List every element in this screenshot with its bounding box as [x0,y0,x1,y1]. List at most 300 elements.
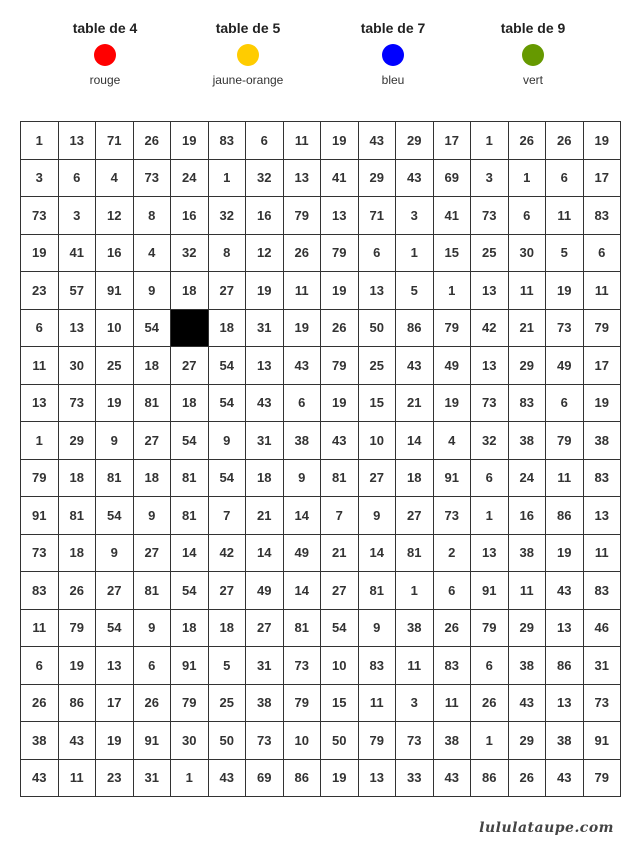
grid-cell[interactable]: 41 [321,160,359,198]
grid-cell[interactable]: 3 [59,197,97,235]
grid-cell[interactable]: 3 [471,160,509,198]
grid-cell[interactable]: 43 [359,122,397,160]
grid-cell[interactable]: 38 [21,722,59,760]
grid-cell[interactable]: 71 [359,197,397,235]
grid-cell[interactable]: 16 [171,197,209,235]
grid-cell[interactable]: 5 [209,647,247,685]
grid-cell[interactable]: 18 [59,460,97,498]
grid-cell[interactable]: 18 [171,385,209,423]
grid-cell[interactable]: 14 [396,422,434,460]
grid-cell[interactable]: 11 [584,535,622,573]
grid-cell[interactable]: 10 [96,310,134,348]
grid-cell[interactable]: 18 [209,610,247,648]
grid-cell[interactable]: 24 [509,460,547,498]
grid-cell[interactable]: 43 [59,722,97,760]
grid-cell[interactable]: 29 [59,422,97,460]
grid-cell[interactable]: 26 [134,122,172,160]
green-dot-icon [522,44,544,66]
grid-cell[interactable]: 1 [396,572,434,610]
grid-cell[interactable]: 6 [471,460,509,498]
grid-cell[interactable]: 6 [21,647,59,685]
grid-cell[interactable]: 73 [434,497,472,535]
grid-cell[interactable]: 79 [359,722,397,760]
legend-label: vert [522,73,543,87]
grid-cell[interactable]: 19 [546,535,584,573]
grid-cell[interactable]: 25 [471,235,509,273]
grid-cell[interactable]: 1 [471,122,509,160]
grid-cell[interactable]: 10 [284,722,322,760]
grid-cell[interactable]: 54 [96,497,134,535]
grid-cell[interactable]: 38 [284,422,322,460]
grid-cell[interactable]: 18 [171,272,209,310]
grid-cell[interactable]: 24 [171,160,209,198]
grid-cell[interactable]: 13 [284,160,322,198]
grid-cell[interactable]: 19 [59,647,97,685]
grid-cell[interactable]: 17 [434,122,472,160]
grid-cell[interactable]: 83 [509,385,547,423]
grid-cell[interactable]: 31 [584,647,622,685]
grid-cell[interactable]: 13 [96,647,134,685]
grid-cell[interactable]: 81 [171,460,209,498]
grid-cell[interactable]: 73 [59,385,97,423]
grid-cell[interactable]: 18 [59,535,97,573]
grid-cell[interactable]: 13 [546,685,584,723]
grid-cell[interactable]: 79 [434,310,472,348]
grid-cell[interactable]: 91 [471,572,509,610]
brand-watermark: lululataupe.com [479,820,614,836]
grid-cell[interactable]: 29 [509,347,547,385]
grid-cell[interactable]: 12 [96,197,134,235]
grid-cell[interactable]: 27 [171,347,209,385]
grid-cell[interactable]: 6 [21,310,59,348]
grid-cell[interactable]: 19 [434,385,472,423]
grid-cell[interactable]: 31 [246,310,284,348]
grid-cell[interactable]: 54 [209,460,247,498]
grid-cell[interactable]: 26 [321,310,359,348]
grid-cell[interactable]: 73 [21,197,59,235]
grid-cell[interactable]: 12 [246,235,284,273]
grid-cell[interactable]: 23 [96,760,134,798]
grid-cell[interactable]: 43 [21,760,59,798]
grid-cell[interactable]: 13 [59,310,97,348]
grid-cell[interactable]: 83 [584,197,622,235]
grid-cell[interactable]: 9 [96,422,134,460]
grid-cell[interactable]: 29 [359,160,397,198]
grid-cell[interactable]: 86 [59,685,97,723]
grid-cell[interactable]: 13 [321,197,359,235]
grid-cell[interactable]: 31 [134,760,172,798]
grid-cell[interactable]: 79 [584,760,622,798]
grid-cell[interactable]: 11 [59,760,97,798]
grid-cell[interactable]: 19 [584,385,622,423]
grid-cell[interactable]: 16 [509,497,547,535]
grid-cell[interactable]: 18 [134,460,172,498]
grid-cell[interactable]: 27 [134,535,172,573]
grid-cell[interactable]: 54 [96,610,134,648]
grid-cell[interactable]: 27 [134,422,172,460]
grid-cell[interactable]: 11 [21,347,59,385]
grid-cell[interactable]: 38 [396,610,434,648]
grid-cell[interactable]: 27 [209,272,247,310]
grid-cell[interactable]: 81 [396,535,434,573]
grid-cell[interactable]: 38 [546,722,584,760]
grid-cell[interactable]: 13 [246,347,284,385]
grid-cell[interactable]: 6 [284,385,322,423]
legend-label: rouge [89,73,121,87]
grid-cell[interactable]: 91 [584,722,622,760]
grid-cell[interactable]: 6 [471,647,509,685]
grid-cell[interactable]: 4 [96,160,134,198]
grid-cell[interactable]: 43 [546,760,584,798]
grid-cell[interactable]: 57 [59,272,97,310]
grid-cell[interactable]: 49 [284,535,322,573]
grid-cell[interactable]: 73 [21,535,59,573]
grid-cell[interactable]: 91 [96,272,134,310]
grid-cell[interactable]: 14 [284,572,322,610]
grid-cell[interactable]: 19 [321,272,359,310]
grid-cell[interactable]: 43 [396,160,434,198]
grid-cell[interactable]: 81 [96,460,134,498]
grid-cell[interactable]: 73 [134,160,172,198]
grid-cell[interactable]: 15 [359,385,397,423]
grid-cell[interactable]: 10 [321,647,359,685]
grid-cell[interactable]: 11 [434,685,472,723]
grid-cell[interactable]: 86 [546,497,584,535]
grid-cell[interactable]: 41 [59,235,97,273]
grid-cell[interactable]: 11 [584,272,622,310]
grid-cell[interactable]: 11 [284,272,322,310]
grid-cell[interactable]: 29 [509,610,547,648]
grid-cell[interactable]: 86 [284,760,322,798]
grid-cell[interactable]: 73 [246,722,284,760]
grid-cell[interactable]: 25 [96,347,134,385]
grid-cell[interactable]: 27 [321,572,359,610]
grid-cell[interactable]: 38 [509,535,547,573]
grid-cell[interactable]: 25 [209,685,247,723]
grid-cell[interactable]: 18 [246,460,284,498]
grid-cell[interactable]: 43 [321,422,359,460]
grid-cell[interactable]: 38 [246,685,284,723]
grid-cell[interactable]: 19 [21,235,59,273]
grid-cell[interactable]: 69 [434,160,472,198]
grid-cell[interactable]: 9 [96,535,134,573]
grid-cell[interactable]: 9 [134,610,172,648]
grid-cell[interactable]: 79 [284,685,322,723]
grid-cell[interactable]: 83 [584,460,622,498]
grid-cell[interactable]: 31 [246,647,284,685]
grid-cell[interactable]: 79 [171,685,209,723]
grid-cell[interactable]: 13 [471,535,509,573]
grid-cell[interactable]: 9 [284,460,322,498]
grid-cell[interactable]: 54 [321,610,359,648]
grid-cell[interactable]: 43 [284,347,322,385]
grid-cell[interactable]: 86 [471,760,509,798]
grid-cell[interactable]: 2 [434,535,472,573]
grid-cell[interactable]: 79 [546,422,584,460]
grid-cell[interactable]: 6 [509,197,547,235]
grid-cell[interactable]: 9 [359,610,397,648]
grid-cell[interactable]: 32 [471,422,509,460]
grid-cell[interactable]: 13 [21,385,59,423]
grid-cell[interactable]: 86 [546,647,584,685]
grid-cell[interactable]: 54 [134,310,172,348]
number-grid [20,121,621,797]
grid-cell[interactable]: 19 [321,385,359,423]
grid-cell[interactable]: 13 [59,122,97,160]
grid-cell[interactable]: 18 [209,310,247,348]
grid-cell[interactable]: 1 [171,760,209,798]
grid-cell[interactable]: 3 [396,197,434,235]
grid-cell[interactable]: 13 [471,347,509,385]
grid-cell[interactable]: 32 [246,160,284,198]
grid-cell[interactable]: 8 [134,197,172,235]
grid-cell[interactable]: 18 [134,347,172,385]
grid-cell[interactable]: 15 [321,685,359,723]
grid-cell[interactable]: 1 [21,422,59,460]
grid-cell[interactable]: 1 [471,497,509,535]
grid-cell[interactable]: 73 [396,722,434,760]
grid-cell[interactable]: 71 [96,122,134,160]
grid-cell[interactable]: 46 [584,610,622,648]
grid-cell[interactable]: 19 [321,760,359,798]
grid-cell[interactable]: 13 [471,272,509,310]
grid-cell[interactable]: 27 [359,460,397,498]
grid-cell[interactable]: 43 [246,385,284,423]
grid-cell[interactable]: 86 [396,310,434,348]
grid-cell[interactable]: 9 [134,497,172,535]
grid-cell[interactable]: 81 [59,497,97,535]
grid-cell[interactable]: 11 [21,610,59,648]
grid-cell[interactable]: 14 [284,497,322,535]
grid-cell[interactable]: 1 [434,272,472,310]
grid-cell[interactable]: 38 [509,647,547,685]
grid-cell[interactable]: 11 [396,647,434,685]
grid-cell[interactable]: 21 [246,497,284,535]
grid-cell[interactable]: 19 [284,310,322,348]
grid-cell[interactable]: 30 [509,235,547,273]
grid-cell[interactable]: 27 [396,497,434,535]
grid-cell[interactable]: 26 [284,235,322,273]
legend-label: bleu [381,73,405,87]
grid-cell[interactable]: 13 [546,610,584,648]
grid-cell[interactable]: 5 [396,272,434,310]
grid-cell[interactable]: 43 [434,760,472,798]
grid-cell[interactable]: 11 [546,197,584,235]
grid-cell[interactable]: 13 [359,760,397,798]
grid-cell[interactable]: 11 [546,460,584,498]
grid-cell[interactable]: 79 [321,347,359,385]
grid-cell[interactable]: 27 [96,572,134,610]
grid-cell[interactable]: 19 [96,722,134,760]
grid-cell[interactable]: 81 [171,497,209,535]
grid-cell[interactable]: 13 [359,272,397,310]
yellow-dot-icon [237,44,259,66]
grid-cell[interactable]: 27 [209,572,247,610]
grid-cell[interactable]: 83 [359,647,397,685]
grid-cell[interactable]: 26 [471,685,509,723]
grid-cell[interactable]: 11 [509,572,547,610]
grid-cell[interactable]: 16 [96,235,134,273]
grid-cell[interactable]: 21 [396,385,434,423]
grid-cell[interactable]: 23 [21,272,59,310]
grid-cell[interactable]: 6 [134,647,172,685]
grid-cell[interactable]: 73 [584,685,622,723]
grid-cell[interactable]: 81 [134,385,172,423]
grid-cell[interactable]: 7 [321,497,359,535]
grid-cell[interactable]: 1 [471,722,509,760]
grid-cell[interactable]: 26 [434,610,472,648]
grid-cell[interactable]: 14 [359,535,397,573]
grid-cell[interactable]: 4 [134,235,172,273]
grid-cell[interactable]: 54 [209,347,247,385]
grid-cell[interactable]: 73 [471,197,509,235]
grid-cell[interactable]: 43 [546,572,584,610]
grid-cell[interactable]: 25 [359,347,397,385]
grid-cell[interactable]: 49 [546,347,584,385]
grid-cell[interactable]: 38 [434,722,472,760]
grid-cell[interactable]: 83 [434,647,472,685]
grid-cell[interactable]: 11 [284,122,322,160]
grid-cell[interactable]: 49 [434,347,472,385]
grid-cell[interactable]: 19 [321,122,359,160]
grid-cell[interactable]: 54 [209,385,247,423]
grid-cell[interactable]: 42 [471,310,509,348]
grid-cell[interactable]: 10 [359,422,397,460]
grid-cell[interactable]: 42 [209,535,247,573]
grid-cell[interactable]: 21 [509,310,547,348]
grid-cell[interactable]: 17 [584,160,622,198]
grid-cell[interactable]: 69 [246,760,284,798]
grid-cell[interactable]: 9 [134,272,172,310]
grid-cell[interactable]: 54 [171,422,209,460]
grid-cell[interactable]: 50 [359,310,397,348]
grid-cell[interactable]: 6 [246,122,284,160]
grid-cell[interactable]: 14 [246,535,284,573]
grid-cell[interactable]: 19 [246,272,284,310]
grid-cell[interactable]: 26 [21,685,59,723]
grid-cell[interactable]: 81 [359,572,397,610]
grid-cell[interactable]: 49 [246,572,284,610]
grid-cell[interactable]: 43 [509,685,547,723]
grid-cell[interactable]: 30 [59,347,97,385]
grid-cell[interactable]: 91 [134,722,172,760]
legend-label: jaune-orange [212,73,284,87]
grid-cell[interactable]: 6 [434,572,472,610]
grid-cell[interactable]: 83 [209,122,247,160]
blue-dot-icon [382,44,404,66]
grid-cell[interactable]: 33 [396,760,434,798]
grid-cell[interactable]: 43 [396,347,434,385]
grid-cell[interactable]: 81 [134,572,172,610]
grid-cell[interactable]: 30 [171,722,209,760]
grid-cell[interactable]: 6 [59,160,97,198]
grid-cell[interactable]: 31 [246,422,284,460]
grid-cell[interactable]: 79 [284,197,322,235]
grid-cell[interactable]: 38 [509,422,547,460]
grid-cell[interactable]: 91 [21,497,59,535]
grid-cell[interactable]: 7 [209,497,247,535]
grid-cell[interactable]: 15 [434,235,472,273]
grid-cell[interactable]: 16 [246,197,284,235]
grid-cell[interactable]: 73 [284,647,322,685]
grid-cell[interactable]: 11 [509,272,547,310]
grid-cell[interactable]: 32 [209,197,247,235]
grid-cell[interactable]: 1 [209,160,247,198]
grid-cell[interactable]: 79 [584,310,622,348]
grid-cell[interactable]: 26 [546,122,584,160]
grid-cell[interactable]: 32 [171,235,209,273]
grid-cell[interactable]: 19 [584,122,622,160]
grid-cell[interactable]: 6 [359,235,397,273]
grid-cell[interactable]: 14 [171,535,209,573]
grid-cell[interactable]: 91 [171,647,209,685]
grid-cell-filled[interactable] [171,310,209,348]
grid-cell[interactable]: 26 [509,760,547,798]
grid-cell[interactable]: 3 [396,685,434,723]
grid-cell[interactable]: 83 [21,572,59,610]
grid-cell[interactable]: 3 [21,160,59,198]
grid-cell[interactable]: 17 [584,347,622,385]
grid-cell[interactable]: 50 [321,722,359,760]
grid-cell[interactable]: 6 [546,160,584,198]
grid-cell[interactable]: 19 [96,385,134,423]
grid-cell[interactable]: 38 [584,422,622,460]
grid-cell[interactable]: 73 [471,385,509,423]
grid-cell[interactable]: 29 [396,122,434,160]
grid-cell[interactable]: 79 [21,460,59,498]
legend-title: table de 4 [72,20,138,36]
grid-cell[interactable]: 1 [509,160,547,198]
grid-cell[interactable]: 26 [134,685,172,723]
grid-cell[interactable]: 13 [584,497,622,535]
grid-cell[interactable]: 19 [171,122,209,160]
grid-cell[interactable]: 18 [171,610,209,648]
grid-cell[interactable]: 41 [434,197,472,235]
grid-cell[interactable]: 8 [209,235,247,273]
grid-cell[interactable]: 4 [434,422,472,460]
grid-cell[interactable]: 81 [321,460,359,498]
grid-cell[interactable]: 50 [209,722,247,760]
grid-cell[interactable]: 18 [396,460,434,498]
grid-cell[interactable]: 26 [59,572,97,610]
legend-title: table de 9 [500,20,566,36]
red-dot-icon [94,44,116,66]
grid-cell[interactable]: 73 [546,310,584,348]
grid-cell[interactable]: 9 [359,497,397,535]
grid-cell[interactable]: 27 [246,610,284,648]
grid-cell[interactable]: 1 [21,122,59,160]
grid-cell[interactable]: 43 [209,760,247,798]
grid-cell[interactable]: 1 [396,235,434,273]
grid-cell[interactable]: 79 [321,235,359,273]
grid-cell[interactable]: 21 [321,535,359,573]
grid-cell[interactable]: 17 [96,685,134,723]
grid-cell[interactable]: 11 [359,685,397,723]
grid-cell[interactable]: 79 [471,610,509,648]
grid-cell[interactable]: 29 [509,722,547,760]
grid-cell[interactable]: 19 [546,272,584,310]
grid-cell[interactable]: 91 [434,460,472,498]
grid-cell[interactable]: 81 [284,610,322,648]
grid-cell[interactable]: 9 [209,422,247,460]
grid-cell[interactable]: 83 [584,572,622,610]
grid-cell[interactable]: 6 [584,235,622,273]
grid-cell[interactable]: 79 [59,610,97,648]
grid-cell[interactable]: 54 [171,572,209,610]
grid-cell[interactable]: 5 [546,235,584,273]
grid-cell[interactable]: 6 [546,385,584,423]
grid-cell[interactable]: 26 [509,122,547,160]
